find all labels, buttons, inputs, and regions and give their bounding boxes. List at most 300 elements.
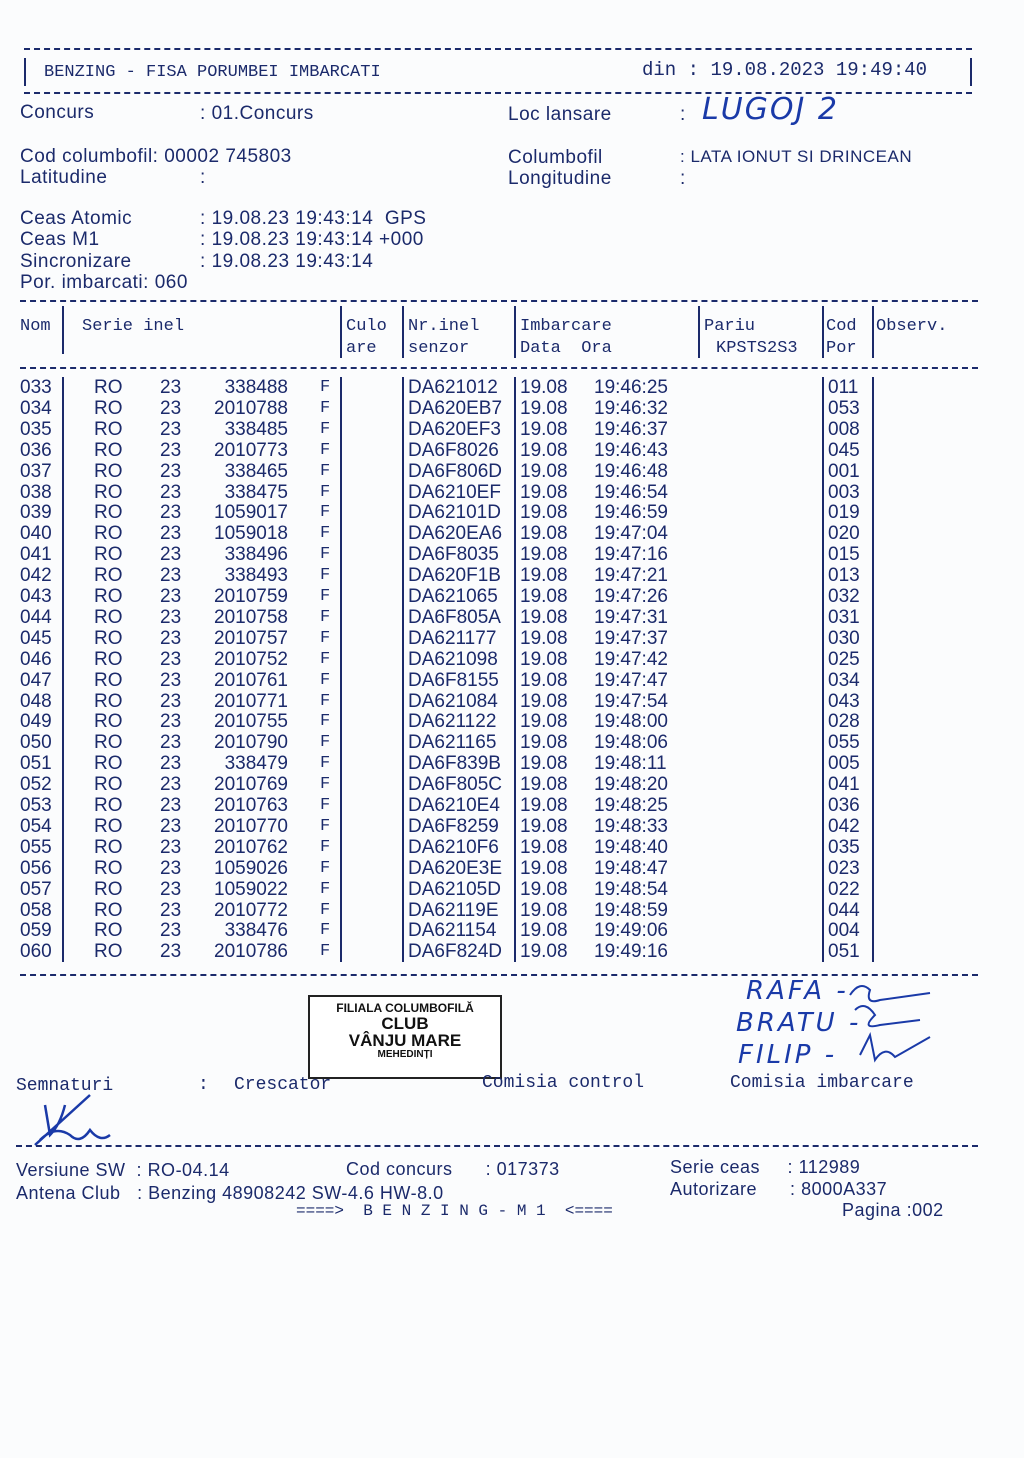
cell-cod: 001 bbox=[828, 460, 860, 482]
table-row bbox=[0, 711, 1024, 732]
concurs-value-text: 01.Concurs bbox=[211, 103, 314, 124]
cell-nom: 060 bbox=[20, 941, 52, 963]
table-row bbox=[0, 753, 1024, 774]
cell-country: RO bbox=[94, 565, 123, 587]
cell-ring: 2010769 bbox=[214, 774, 288, 796]
cell-year: 23 bbox=[160, 565, 182, 587]
cell-nom: 059 bbox=[20, 920, 52, 942]
cell-cod: 053 bbox=[828, 397, 860, 419]
column-separator bbox=[340, 607, 342, 628]
column-separator bbox=[340, 377, 342, 398]
cell-ring: 2010755 bbox=[214, 711, 288, 733]
cell-date: 19.08 bbox=[520, 460, 568, 482]
semnaturi-colon: : bbox=[198, 1075, 209, 1095]
cell-nom: 034 bbox=[20, 397, 52, 419]
column-separator bbox=[62, 461, 64, 482]
column-separator bbox=[62, 565, 64, 586]
header-nr-inel-1: Nr.inel bbox=[408, 317, 480, 336]
cell-sensor: DA621084 bbox=[408, 690, 498, 712]
col-sep-header bbox=[62, 306, 64, 354]
ceas-m1-label: Ceas M1 bbox=[20, 229, 100, 250]
cell-time: 19:47:31 bbox=[594, 606, 668, 628]
ceas-atomic-value-text: 19.08.23 19:43:14 GPS bbox=[211, 208, 427, 229]
column-separator bbox=[514, 398, 516, 419]
cell-sensor: DA621154 bbox=[408, 920, 497, 942]
column-separator bbox=[402, 900, 404, 921]
cell-ring: 1059017 bbox=[214, 502, 288, 524]
cell-date: 19.08 bbox=[520, 941, 568, 963]
column-separator bbox=[340, 858, 342, 879]
column-separator bbox=[62, 523, 64, 544]
column-separator bbox=[402, 774, 404, 795]
cod-columbofil-value: 00002 745803 bbox=[164, 146, 292, 167]
cell-sex: F bbox=[320, 900, 331, 920]
cell-sensor: DA620EB7 bbox=[408, 397, 503, 419]
cell-ring: 2010757 bbox=[214, 627, 288, 649]
cell-sensor: DA621098 bbox=[408, 648, 498, 670]
cell-sex: F bbox=[320, 524, 331, 544]
cell-date: 19.08 bbox=[520, 669, 568, 691]
cell-ring: 2010786 bbox=[214, 941, 288, 963]
cell-nom: 050 bbox=[20, 732, 52, 754]
cell-date: 19.08 bbox=[520, 648, 568, 670]
column-separator bbox=[340, 628, 342, 649]
table-row bbox=[0, 858, 1024, 879]
column-separator bbox=[822, 565, 824, 586]
column-separator bbox=[402, 502, 404, 523]
cell-date: 19.08 bbox=[520, 753, 568, 775]
cell-country: RO bbox=[94, 732, 123, 754]
cell-country: RO bbox=[94, 815, 123, 837]
column-separator bbox=[514, 502, 516, 523]
cell-time: 19:47:54 bbox=[594, 690, 668, 712]
column-separator bbox=[62, 900, 64, 921]
cell-year: 23 bbox=[160, 941, 182, 963]
column-separator bbox=[62, 607, 64, 628]
pagina-row: Pagina :002 bbox=[842, 1200, 944, 1220]
column-separator bbox=[340, 482, 342, 503]
cell-country: RO bbox=[94, 774, 123, 796]
cell-time: 19:48:06 bbox=[594, 732, 668, 754]
pagina-value: 002 bbox=[912, 1200, 944, 1220]
column-separator bbox=[402, 607, 404, 628]
header-date-label: din bbox=[642, 59, 677, 81]
cell-cod: 008 bbox=[828, 418, 860, 440]
cell-cod: 034 bbox=[828, 669, 860, 691]
table-row bbox=[0, 586, 1024, 607]
comisia-imbarcare-label: Comisia imbarcare bbox=[730, 1073, 914, 1093]
cell-nom: 057 bbox=[20, 878, 52, 900]
cell-ring: 338493 bbox=[224, 565, 288, 587]
column-separator bbox=[872, 774, 874, 795]
latitudine-label: Latitudine bbox=[20, 167, 108, 188]
cell-year: 23 bbox=[160, 627, 182, 649]
col-sep-header bbox=[514, 306, 516, 358]
cell-cod: 022 bbox=[828, 878, 860, 900]
cell-time: 19:49:16 bbox=[594, 941, 668, 963]
column-separator bbox=[822, 920, 824, 941]
cell-sex: F bbox=[320, 816, 331, 836]
cell-date: 19.08 bbox=[520, 815, 568, 837]
cell-sensor: DA621122 bbox=[408, 711, 497, 733]
column-separator bbox=[514, 900, 516, 921]
column-separator bbox=[822, 482, 824, 503]
cell-sex: F bbox=[320, 775, 331, 795]
column-separator bbox=[340, 837, 342, 858]
cell-sex: F bbox=[320, 879, 331, 899]
column-separator bbox=[514, 628, 516, 649]
column-separator bbox=[822, 649, 824, 670]
column-separator bbox=[402, 837, 404, 858]
cell-time: 19:47:42 bbox=[594, 648, 668, 670]
cell-year: 23 bbox=[160, 481, 182, 503]
column-separator bbox=[514, 879, 516, 900]
col-sep-header bbox=[402, 306, 404, 358]
cell-ring: 338488 bbox=[224, 377, 288, 398]
column-separator bbox=[62, 711, 64, 732]
cell-cod: 030 bbox=[828, 627, 860, 649]
column-separator bbox=[872, 377, 874, 398]
cell-country: RO bbox=[94, 690, 123, 712]
table-row bbox=[0, 398, 1024, 419]
cell-sensor: DA6F8155 bbox=[408, 669, 499, 691]
cell-country: RO bbox=[94, 857, 123, 879]
column-separator bbox=[514, 461, 516, 482]
cod-concurs-value: 017373 bbox=[496, 1159, 560, 1179]
cell-sex: F bbox=[320, 858, 331, 878]
cell-sex: F bbox=[320, 628, 331, 648]
column-separator bbox=[62, 753, 64, 774]
table-row bbox=[0, 544, 1024, 565]
column-separator bbox=[872, 523, 874, 544]
cell-sensor: DA6210EF bbox=[408, 481, 501, 503]
cell-date: 19.08 bbox=[520, 774, 568, 796]
handwritten-name-3: FILIP - bbox=[738, 1040, 838, 1070]
cell-sex: F bbox=[320, 419, 331, 439]
sincronizare-value-text: 19.08.23 19:43:14 bbox=[211, 251, 374, 272]
longitudine-colon: : bbox=[680, 168, 692, 189]
column-separator bbox=[402, 565, 404, 586]
longitudine-label: Longitudine bbox=[508, 168, 612, 189]
comisia-control-label: Comisia control bbox=[482, 1073, 645, 1093]
cell-sensor: DA620E3E bbox=[408, 857, 503, 879]
column-separator bbox=[62, 649, 64, 670]
cell-year: 23 bbox=[160, 857, 182, 879]
header-nr-inel-2: senzor bbox=[408, 339, 470, 358]
cell-sensor: DA621012 bbox=[408, 377, 498, 398]
column-separator bbox=[822, 795, 824, 816]
column-separator bbox=[340, 502, 342, 523]
table-row bbox=[0, 816, 1024, 837]
cell-cod: 028 bbox=[828, 711, 860, 733]
column-separator bbox=[402, 649, 404, 670]
cell-ring: 2010758 bbox=[214, 606, 288, 628]
column-separator bbox=[822, 628, 824, 649]
signature-stroke-2 bbox=[855, 1006, 920, 1026]
stamp-line-2: CLUB bbox=[381, 1013, 429, 1033]
column-separator bbox=[62, 920, 64, 941]
column-separator bbox=[872, 920, 874, 941]
column-separator bbox=[340, 732, 342, 753]
cell-date: 19.08 bbox=[520, 732, 568, 754]
table-row bbox=[0, 900, 1024, 921]
cell-cod: 036 bbox=[828, 795, 860, 816]
concurs-label: Concurs bbox=[20, 102, 95, 123]
cell-date: 19.08 bbox=[520, 481, 568, 503]
cell-sensor: DA620EA6 bbox=[408, 523, 503, 545]
column-separator bbox=[62, 419, 64, 440]
cell-time: 19:48:40 bbox=[594, 836, 668, 858]
column-separator bbox=[514, 837, 516, 858]
cell-time: 19:46:37 bbox=[594, 418, 668, 440]
cell-sex: F bbox=[320, 712, 331, 732]
cell-ring: 2010771 bbox=[214, 690, 288, 712]
cell-time: 19:48:33 bbox=[594, 815, 668, 837]
column-separator bbox=[402, 711, 404, 732]
cell-date: 19.08 bbox=[520, 711, 568, 733]
cell-nom: 051 bbox=[20, 753, 52, 775]
column-separator bbox=[340, 879, 342, 900]
antena-club-label: Antena Club bbox=[16, 1183, 121, 1203]
cell-sensor: DA620EF3 bbox=[408, 418, 501, 440]
column-separator bbox=[872, 461, 874, 482]
cell-nom: 040 bbox=[20, 523, 52, 545]
cell-country: RO bbox=[94, 627, 123, 649]
cell-country: RO bbox=[94, 836, 123, 858]
cell-sex: F bbox=[320, 566, 331, 586]
header-top-border bbox=[24, 48, 972, 50]
column-separator bbox=[872, 837, 874, 858]
column-separator bbox=[872, 941, 874, 962]
cell-year: 23 bbox=[160, 795, 182, 816]
cell-country: RO bbox=[94, 753, 123, 775]
cell-time: 19:48:47 bbox=[594, 857, 668, 879]
column-separator bbox=[822, 941, 824, 962]
cell-year: 23 bbox=[160, 774, 182, 796]
cell-nom: 058 bbox=[20, 899, 52, 921]
cell-time: 19:49:06 bbox=[594, 920, 668, 942]
column-separator bbox=[62, 670, 64, 691]
versiune-sw-value: RO-04.14 bbox=[147, 1160, 230, 1180]
cell-time: 19:47:26 bbox=[594, 586, 668, 607]
table-top-border bbox=[20, 300, 978, 302]
column-separator bbox=[822, 900, 824, 921]
cell-nom: 049 bbox=[20, 711, 52, 733]
cell-date: 19.08 bbox=[520, 690, 568, 712]
cell-year: 23 bbox=[160, 544, 182, 566]
table-row bbox=[0, 440, 1024, 461]
cell-date: 19.08 bbox=[520, 795, 568, 816]
column-separator bbox=[514, 670, 516, 691]
table-row bbox=[0, 419, 1024, 440]
column-separator bbox=[872, 900, 874, 921]
handwritten-name-2: BRATU - bbox=[736, 1008, 862, 1038]
cell-nom: 045 bbox=[20, 627, 52, 649]
column-separator bbox=[872, 858, 874, 879]
cell-year: 23 bbox=[160, 815, 182, 837]
cell-ring: 1059018 bbox=[214, 523, 288, 545]
table-row bbox=[0, 941, 1024, 962]
cell-year: 23 bbox=[160, 899, 182, 921]
cell-nom: 055 bbox=[20, 836, 52, 858]
cell-ring: 2010773 bbox=[214, 439, 288, 461]
table-row bbox=[0, 774, 1024, 795]
por-imbarcati-label: Por. imbarcati bbox=[20, 272, 144, 293]
cell-nom: 042 bbox=[20, 565, 52, 587]
column-separator bbox=[872, 586, 874, 607]
table-row bbox=[0, 691, 1024, 712]
antena-club-value: Benzing 48908242 SW-4.6 HW-8.0 bbox=[148, 1183, 444, 1203]
cod-concurs-label: Cod concurs bbox=[346, 1159, 453, 1179]
cell-ring: 2010759 bbox=[214, 586, 288, 607]
cell-cod: 041 bbox=[828, 774, 860, 796]
column-separator bbox=[340, 523, 342, 544]
column-separator bbox=[402, 691, 404, 712]
column-separator bbox=[62, 544, 64, 565]
columbofil-label: Columbofil bbox=[508, 147, 603, 168]
column-separator bbox=[62, 941, 64, 962]
cell-country: RO bbox=[94, 418, 123, 440]
cell-date: 19.08 bbox=[520, 899, 568, 921]
column-separator bbox=[402, 628, 404, 649]
column-separator bbox=[62, 837, 64, 858]
column-separator bbox=[872, 502, 874, 523]
autorizare-row: Autorizare : 8000A337 bbox=[670, 1179, 888, 1199]
stamp-line-3: VÂNJU MARE bbox=[348, 1031, 462, 1051]
cell-nom: 035 bbox=[20, 418, 52, 440]
cell-country: RO bbox=[94, 397, 123, 419]
column-separator bbox=[822, 774, 824, 795]
column-separator bbox=[514, 544, 516, 565]
cell-country: RO bbox=[94, 941, 123, 963]
col-sep-header bbox=[822, 306, 824, 358]
cell-nom: 048 bbox=[20, 690, 52, 712]
column-separator bbox=[872, 816, 874, 837]
column-separator bbox=[514, 649, 516, 670]
cell-ring: 338485 bbox=[224, 418, 288, 440]
cell-cod: 043 bbox=[828, 690, 860, 712]
cell-date: 19.08 bbox=[520, 544, 568, 566]
cell-year: 23 bbox=[160, 586, 182, 607]
footer-top-border bbox=[16, 1145, 978, 1147]
loc-lansare-colon: : bbox=[680, 104, 686, 125]
column-separator bbox=[872, 691, 874, 712]
cell-sex: F bbox=[320, 921, 331, 941]
cell-nom: 044 bbox=[20, 606, 52, 628]
column-separator bbox=[514, 440, 516, 461]
cell-cod: 031 bbox=[828, 606, 860, 628]
header-pariu-2: KPSTS2S3 bbox=[716, 339, 798, 358]
header-left-border bbox=[24, 58, 26, 86]
cell-time: 19:46:43 bbox=[594, 439, 668, 461]
column-separator bbox=[402, 586, 404, 607]
column-separator bbox=[872, 398, 874, 419]
column-separator bbox=[402, 920, 404, 941]
column-separator bbox=[402, 795, 404, 816]
cell-date: 19.08 bbox=[520, 397, 568, 419]
cell-date: 19.08 bbox=[520, 857, 568, 879]
cod-concurs-row: Cod concurs : 017373 bbox=[346, 1159, 560, 1179]
column-separator bbox=[514, 523, 516, 544]
cell-sex: F bbox=[320, 398, 331, 418]
commission-signatures bbox=[840, 975, 950, 1085]
cell-sensor: DA621065 bbox=[408, 586, 498, 607]
cell-nom: 039 bbox=[20, 502, 52, 524]
column-separator bbox=[402, 377, 404, 398]
cell-time: 19:46:54 bbox=[594, 481, 668, 503]
loc-lansare-label: Loc lansare bbox=[508, 104, 612, 125]
column-separator bbox=[514, 732, 516, 753]
column-separator bbox=[62, 858, 64, 879]
cell-country: RO bbox=[94, 648, 123, 670]
cell-time: 19:47:37 bbox=[594, 627, 668, 649]
header-culoare-1: Culo bbox=[346, 317, 387, 336]
cell-date: 19.08 bbox=[520, 606, 568, 628]
cell-sensor: DA62101D bbox=[408, 502, 501, 524]
club-stamp bbox=[308, 995, 502, 1079]
table-row bbox=[0, 461, 1024, 482]
cell-year: 23 bbox=[160, 920, 182, 942]
column-separator bbox=[62, 795, 64, 816]
column-separator bbox=[872, 649, 874, 670]
column-separator bbox=[340, 711, 342, 732]
column-separator bbox=[402, 419, 404, 440]
column-separator bbox=[62, 398, 64, 419]
cell-year: 23 bbox=[160, 711, 182, 733]
cell-ring: 2010772 bbox=[214, 899, 288, 921]
column-separator bbox=[402, 816, 404, 837]
signature-stroke-1 bbox=[850, 986, 930, 1001]
cell-ring: 338476 bbox=[224, 920, 288, 942]
column-separator bbox=[402, 398, 404, 419]
column-separator bbox=[872, 795, 874, 816]
cell-sex: F bbox=[320, 649, 331, 669]
column-separator bbox=[514, 607, 516, 628]
semnaturi-label: Semnaturi bbox=[16, 1076, 114, 1096]
column-separator bbox=[822, 502, 824, 523]
cell-sex: F bbox=[320, 754, 331, 774]
header-nom: Nom bbox=[20, 317, 51, 336]
cell-country: RO bbox=[94, 899, 123, 921]
column-separator bbox=[402, 440, 404, 461]
cell-sex: F bbox=[320, 440, 331, 460]
cell-sensor: DA6F8026 bbox=[408, 439, 499, 461]
cell-sensor: DA6F824D bbox=[408, 941, 502, 963]
column-separator bbox=[822, 711, 824, 732]
cell-sensor: DA6F8035 bbox=[408, 544, 499, 566]
cell-date: 19.08 bbox=[520, 627, 568, 649]
cell-year: 23 bbox=[160, 377, 182, 398]
concurs-value: : 01.Concurs bbox=[200, 103, 314, 124]
column-separator bbox=[340, 440, 342, 461]
column-separator bbox=[402, 482, 404, 503]
cell-ring: 338496 bbox=[224, 544, 288, 566]
column-separator bbox=[62, 879, 64, 900]
cell-sex: F bbox=[320, 691, 331, 711]
cell-time: 19:46:48 bbox=[594, 460, 668, 482]
table-row bbox=[0, 523, 1024, 544]
cell-date: 19.08 bbox=[520, 586, 568, 607]
cell-country: RO bbox=[94, 481, 123, 503]
cell-sex: F bbox=[320, 670, 331, 690]
cod-columbofil-row: Cod columbofil: 00002 745803 bbox=[20, 146, 292, 167]
cell-nom: 036 bbox=[20, 439, 52, 461]
cell-ring: 2010763 bbox=[214, 795, 288, 816]
column-separator bbox=[62, 816, 64, 837]
column-separator bbox=[402, 753, 404, 774]
header-pariu-1: Pariu bbox=[704, 317, 756, 336]
column-separator bbox=[62, 482, 64, 503]
